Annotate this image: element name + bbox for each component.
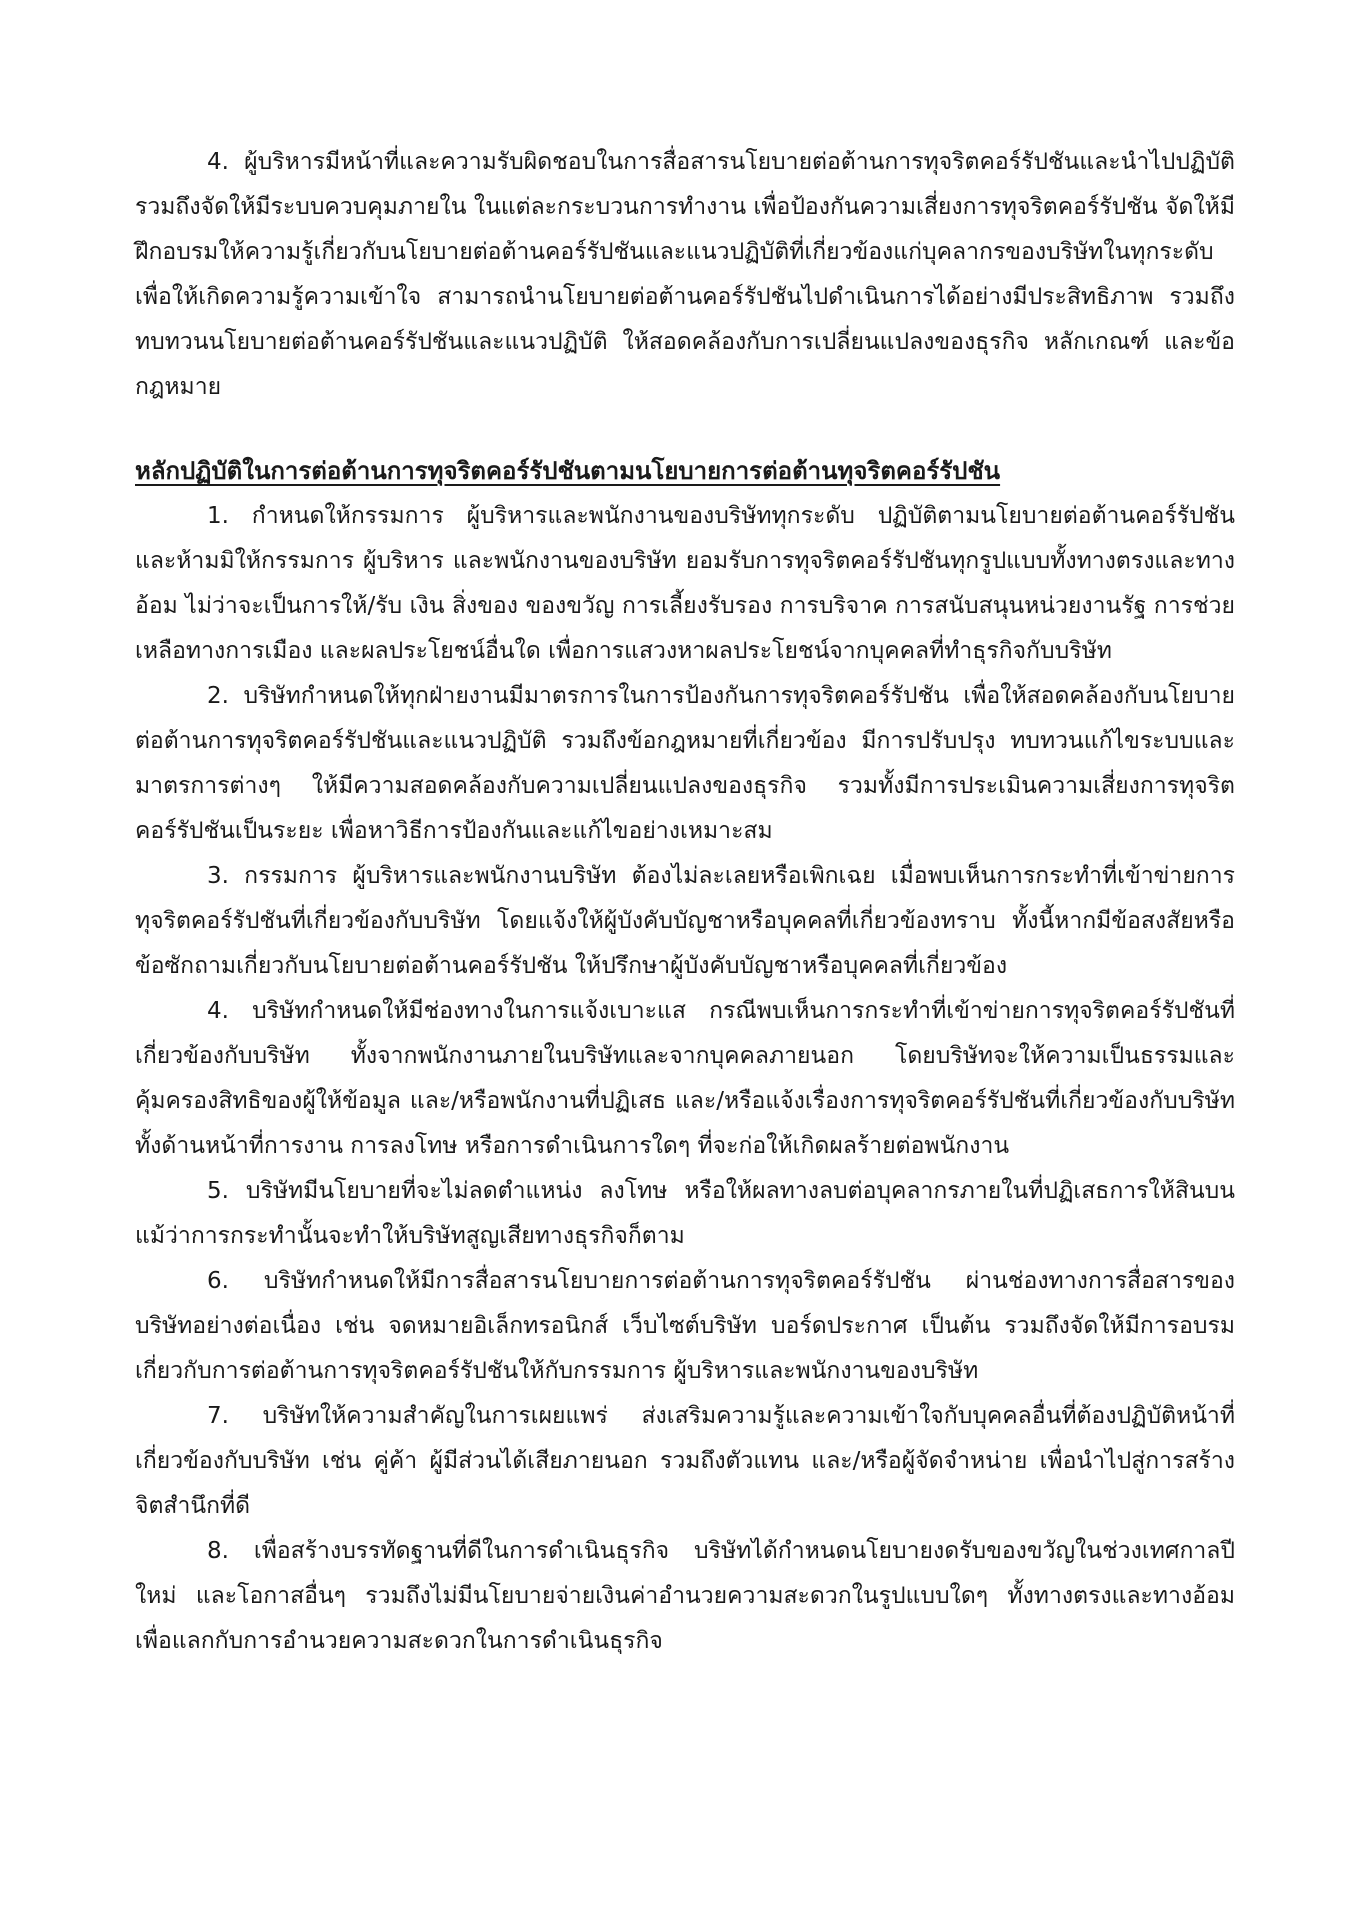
list-item: 1. กำหนดให้กรรมการ ผู้บริหารและพนักงานของบริษัททุกระดับ ปฏิบัติตามนโยบายต่อต้านคอร์รัปชัน และห้ามมิให้กรรมการ ผู้บริหาร และพนักงานของบริษัท ยอมรับการทุจริตคอร์รัปชันทุกรูปแบบทั้งทางตรงและทางอ้อม ไม่ว่าจะเป็นการให้/รับ เงิน สิ่งของ ของขวัญ การเลี้ยงรับรอง การบริจาค การสนับสนุนหน่วยงานรัฐ การช่วยเหลือทางการเมือง และผลประโยชน์อื่นใด เพื่อการแสวงหาผลประโยชน์จากบุคคลที่ทำธุรกิจกับบริษัท	[135, 503, 1235, 664]
intro-paragraph: 4. ผู้บริหารมีหน้าที่และความรับผิดชอบในการสื่อสารนโยบายต่อต้านการทุจริตคอร์รัปชันและนำไปปฏิบัติ รวมถึงจัดให้มีระบบควบคุมภายใน ในแต่ละกระบวนการทำงาน เพื่อป้องกันความเสี่ยงการทุจริตคอร์รัปชัน จัดให้มีฝึกอบรมให้ความรู้เกี่ยวกับนโยบายต่อต้านคอร์รัปชันและแนวปฏิบัติที่เกี่ยวข้องแก่บุคลากรของบริษัทในทุกระดับ เพื่อให้เกิดความรู้ความเข้าใจ สามารถนำนโยบายต่อต้านคอร์รัปชันไปดำเนินการได้อย่างมีประสิทธิภาพ รวมถึงทบทวนนโยบายต่อต้านคอร์รัปชันและแนวปฏิบัติ ให้สอดคล้องกับการเปลี่ยนแปลงของธุรกิจ หลักเกณฑ์ และข้อกฎหมาย	[135, 149, 1235, 400]
section-heading: หลักปฏิบัติในการต่อต้านการทุจริตคอร์รัปชันตามนโยบายการต่อต้านทุจริตคอร์รัปชัน	[135, 457, 1001, 485]
list-item: 7. บริษัทให้ความสำคัญในการเผยแพร่ ส่งเสริมความรู้และความเข้าใจกับบุคคลอื่นที่ต้องปฏิบัติหน้าที่เกี่ยวข้องกับบริษัท เช่น คู่ค้า ผู้มีส่วนได้เสียภายนอก รวมถึงตัวแทน และ/หรือผู้จัดจำหน่าย เพื่อนำไปสู่การสร้างจิตสำนึกที่ดี	[135, 1403, 1235, 1519]
list-item: 6. บริษัทกำหนดให้มีการสื่อสารนโยบายการต่อต้านการทุจริตคอร์รัปชัน ผ่านช่องทางการสื่อสารของบริษัทอย่างต่อเนื่อง เช่น จดหมายอิเล็กทรอนิกส์ เว็บไซต์บริษัท บอร์ดประกาศ เป็นต้น รวมถึงจัดให้มีการอบรมเกี่ยวกับการต่อต้านการทุจริตคอร์รัปชันให้กับกรรมการ ผู้บริหารและพนักงานของบริษัท	[135, 1268, 1235, 1384]
list-item: 8. เพื่อสร้างบรรทัดฐานที่ดีในการดำเนินธุรกิจ บริษัทได้กำหนดนโยบายงดรับของขวัญในช่วงเทศกาลปีใหม่ และโอกาสอื่นๆ รวมถึงไม่มีนโยบายจ่ายเงินค่าอำนวยความสะดวกในรูปแบบใดๆ ทั้งทางตรงและทางอ้อม เพื่อแลกกับการอำนวยความสะดวกในการดำเนินธุรกิจ	[135, 1538, 1235, 1654]
list-item: 2. บริษัทกำหนดให้ทุกฝ่ายงานมีมาตรการในการป้องกันการทุจริตคอร์รัปชัน เพื่อให้สอดคล้องกับนโยบายต่อต้านการทุจริตคอร์รัปชันและแนวปฏิบัติ รวมถึงข้อกฎหมายที่เกี่ยวข้อง มีการปรับปรุง ทบทวนแก้ไขระบบและมาตรการต่างๆ ให้มีความสอดคล้องกับความเปลี่ยนแปลงของธุรกิจ รวมทั้งมีการประเมินความเสี่ยงการทุจริตคอร์รัปชันเป็นระยะ เพื่อหาวิธีการป้องกันและแก้ไขอย่างเหมาะสม	[135, 683, 1235, 844]
document-page	[135, 140, 1235, 1664]
list-item: 3. กรรมการ ผู้บริหารและพนักงานบริษัท ต้องไม่ละเลยหรือเพิกเฉย เมื่อพบเห็นการกระทำที่เข้าข่ายการทุจริตคอร์รัปชันที่เกี่ยวข้องกับบริษัท โดยแจ้งให้ผู้บังคับบัญชาหรือบุคคลที่เกี่ยวข้องทราบ ทั้งนี้หากมีข้อสงสัยหรือข้อซักถามเกี่ยวกับนโยบายต่อต้านคอร์รัปชัน ให้ปรึกษาผู้บังคับบัญชาหรือบุคคลที่เกี่ยวข้อง	[135, 863, 1235, 979]
list-item: 4. บริษัทกำหนดให้มีช่องทางในการแจ้งเบาะแส กรณีพบเห็นการกระทำที่เข้าข่ายการทุจริตคอร์รัปชันที่เกี่ยวข้องกับบริษัท ทั้งจากพนักงานภายในบริษัทและจากบุคคลภายนอก โดยบริษัทจะให้ความเป็นธรรมและคุ้มครองสิทธิของผู้ให้ข้อมูล และ/หรือพนักงานที่ปฏิเสธ และ/หรือแจ้งเรื่องการทุจริตคอร์รัปชันที่เกี่ยวข้องกับบริษัท ทั้งด้านหน้าที่การงาน การลงโทษ หรือการดำเนินการใดๆ ที่จะก่อให้เกิดผลร้ายต่อพนักงาน	[135, 998, 1235, 1159]
list-item: 5. บริษัทมีนโยบายที่จะไม่ลดตำแหน่ง ลงโทษ หรือให้ผลทางลบต่อบุคลากรภายในที่ปฏิเสธการให้สินบน แม้ว่าการกระทำนั้นจะทำให้บริษัทสูญเสียทางธุรกิจก็ตาม	[135, 1178, 1235, 1249]
practice-list	[135, 494, 1235, 1664]
